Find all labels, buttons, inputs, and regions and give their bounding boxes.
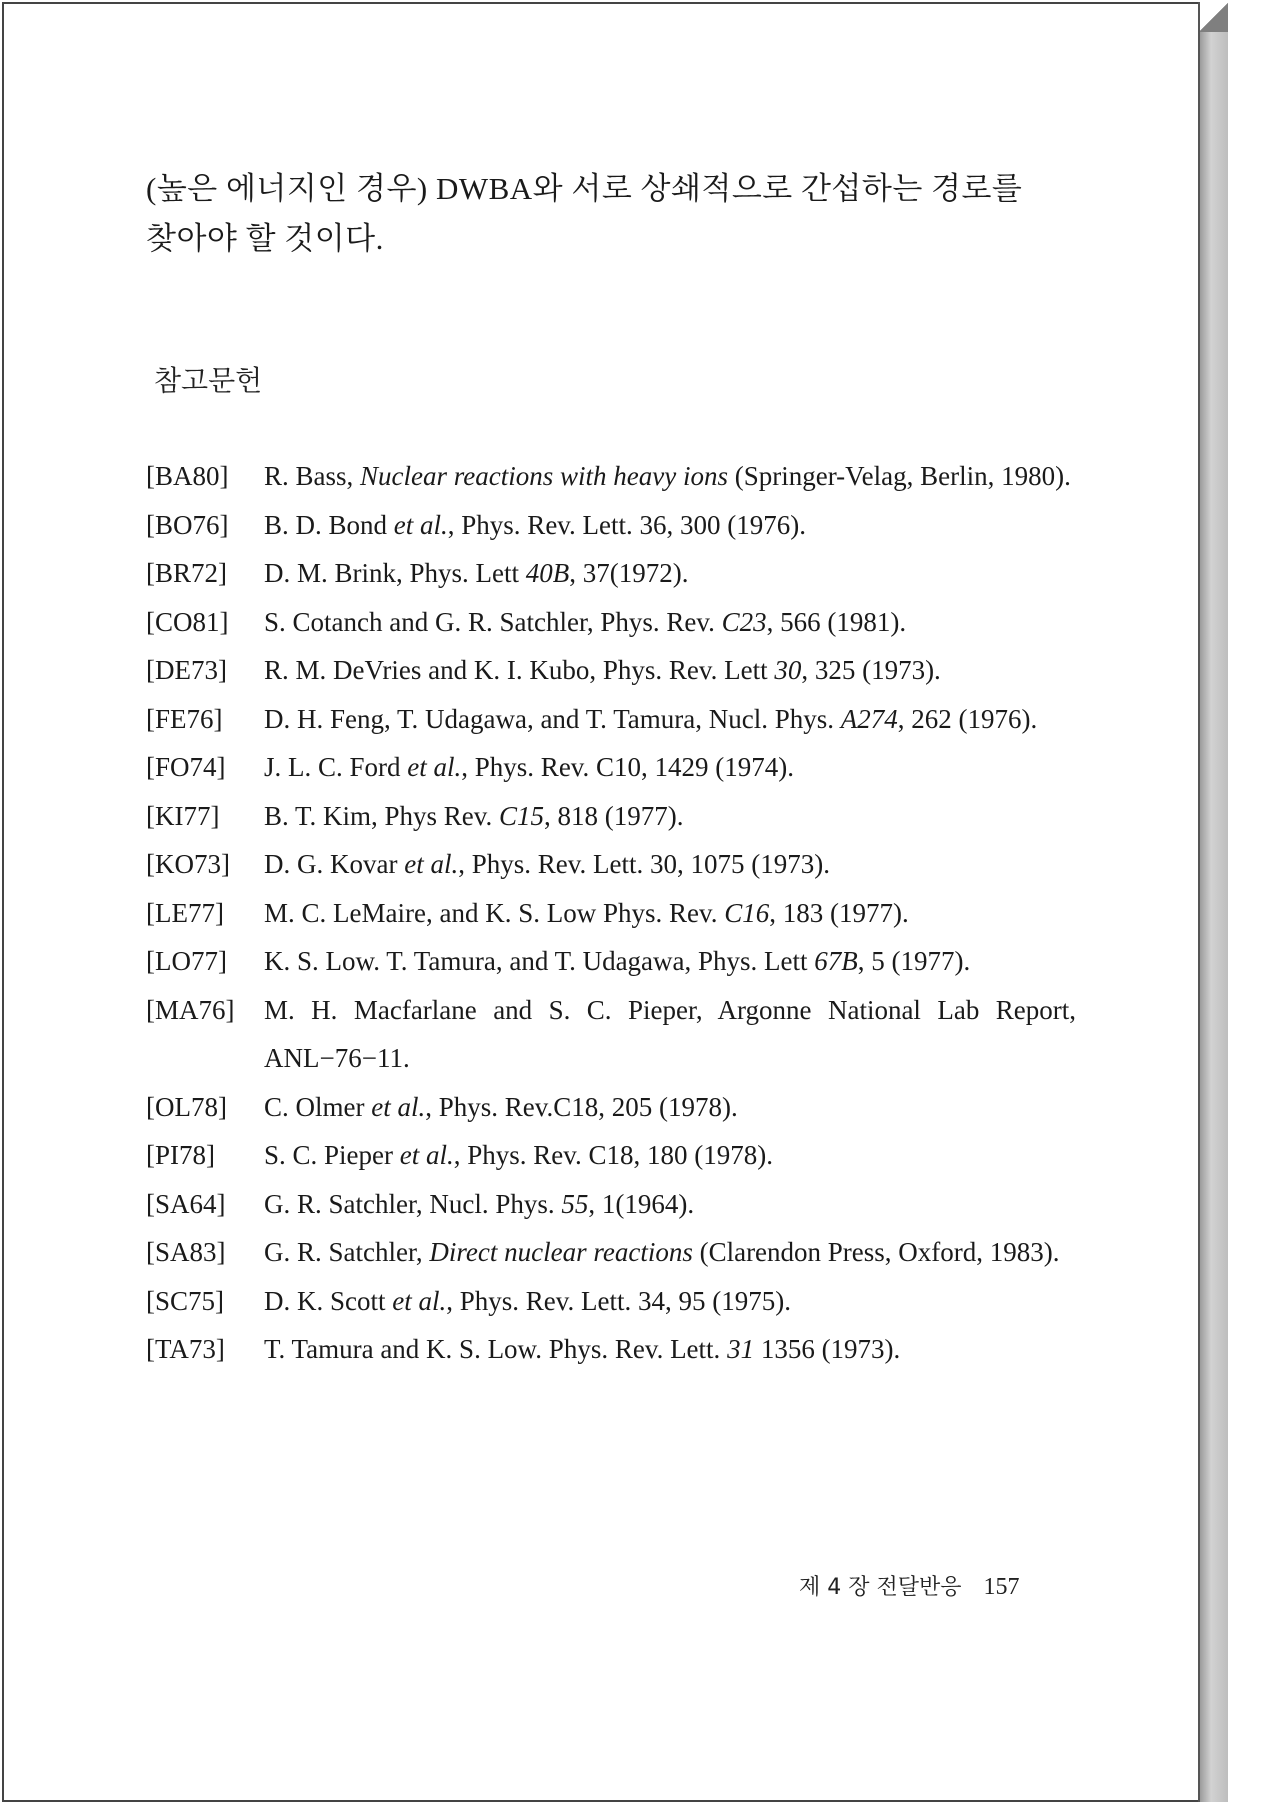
ref-key: [LE77] bbox=[146, 897, 224, 928]
ref-key: [SA64] bbox=[146, 1188, 226, 1219]
ref-key: [FE76] bbox=[146, 703, 223, 734]
reference-ki77 bbox=[146, 792, 1076, 841]
ref-text: J. L. C. Ford et al., Phys. Rev. C10, 1429 (1974). bbox=[264, 752, 795, 782]
reference-ol78 bbox=[146, 1083, 1076, 1132]
ref-key: [LO77] bbox=[146, 946, 227, 976]
ref-text: D. G. Kovar et al., Phys. Rev. Lett. 30, 1075 (1973). bbox=[264, 849, 830, 879]
references-heading: 참고문헌 bbox=[154, 364, 263, 397]
ref-text: R. M. DeVries and K. I. Kubo, Phys. Rev. Lett 30, 325 (1973). bbox=[264, 655, 941, 685]
page-edge-shadow bbox=[1198, 2, 1228, 1802]
ref-key: [BR72] bbox=[146, 558, 227, 588]
reference-de73 bbox=[146, 646, 1076, 695]
ref-key: [PI78] bbox=[146, 1140, 215, 1170]
ref-text: D. H. Feng, T. Udagawa, and T. Tamura, Nucl. Phys. A274, 262 (1976). bbox=[264, 703, 1038, 734]
ref-key: [DE73] bbox=[146, 655, 227, 685]
ref-key: [CO81] bbox=[146, 606, 229, 637]
intro-paragraph: (높은 에너지인 경우) DWBA와 서로 상쇄적으로 간섭하는 경로를 찾아야 할 것이다. bbox=[146, 171, 1023, 256]
ref-text: T. Tamura and K. S. Low. Phys. Rev. Lett. 31 1356 (1973). bbox=[264, 1334, 901, 1364]
ref-key: [KI77] bbox=[146, 800, 220, 831]
ref-key: [MA76] bbox=[146, 994, 235, 1025]
ref-text: D. K. Scott et al., Phys. Rev. Lett. 34, 95 (1975). bbox=[264, 1285, 791, 1316]
reference-pi78 bbox=[146, 1131, 1076, 1180]
ref-key: [BO76] bbox=[146, 509, 229, 540]
ref-text: C. Olmer et al., Phys. Rev.C18, 205 (1978). bbox=[264, 1091, 738, 1122]
reference-bo76 bbox=[146, 501, 1076, 550]
ref-text: K. S. Low. T. Tamura, and T. Udagawa, Phys. Lett 67B, 5 (1977). bbox=[264, 946, 971, 976]
reference-sa64 bbox=[146, 1180, 1076, 1229]
ref-key: [SC75] bbox=[146, 1285, 225, 1316]
ref-text: G. R. Satchler, Direct nuclear reactions (Clarendon Press, Oxford, 1983). bbox=[264, 1237, 1060, 1267]
ref-text: R. Bass, Nuclear reactions with heavy ions (Springer-Velag, Berlin, 1980). bbox=[264, 461, 1071, 491]
ref-text: B. D. Bond et al., Phys. Rev. Lett. 36, 300 (1976). bbox=[264, 509, 807, 540]
ref-text: D. M. Brink, Phys. Lett 40B, 37(1972). bbox=[264, 558, 689, 588]
reference-sa83 bbox=[146, 1228, 1076, 1277]
reference-ta73 bbox=[146, 1325, 1076, 1374]
ref-key: [OL78] bbox=[146, 1091, 227, 1122]
ref-key: [KO73] bbox=[146, 849, 230, 879]
reference-fe76 bbox=[146, 695, 1076, 744]
reference-sc75 bbox=[146, 1277, 1076, 1326]
ref-key: [SA83] bbox=[146, 1237, 226, 1267]
reference-le77 bbox=[146, 889, 1076, 938]
reference-ma76 bbox=[146, 986, 1076, 1083]
ref-text: S. C. Pieper et al., Phys. Rev. C18, 180 (1978). bbox=[264, 1140, 774, 1170]
chapter-title: 제 4 장 전달반응 bbox=[799, 1575, 962, 1600]
ref-text: M. H. Macfarlane and S. C. Pieper, Argonne National Lab Report, ANL−76−11. bbox=[264, 994, 1076, 1073]
reference-co81 bbox=[146, 598, 1076, 647]
ref-key: [FO74] bbox=[146, 752, 226, 782]
reference-lo77 bbox=[146, 937, 1076, 986]
reference-ko73 bbox=[146, 840, 1076, 889]
reference-fo74 bbox=[146, 743, 1076, 792]
reference-list bbox=[146, 452, 1076, 1374]
ref-key: [BA80] bbox=[146, 461, 229, 491]
reference-ba80 bbox=[146, 452, 1076, 501]
ref-key: [TA73] bbox=[146, 1334, 225, 1364]
reference-br72 bbox=[146, 549, 1076, 598]
page-fold-corner bbox=[1200, 2, 1228, 32]
page-footer bbox=[799, 1570, 1020, 1601]
ref-text: B. T. Kim, Phys Rev. C15, 818 (1977). bbox=[264, 800, 684, 831]
book-page bbox=[2, 2, 1200, 1802]
ref-text: M. C. LeMaire, and K. S. Low Phys. Rev. C16, 183 (1977). bbox=[264, 897, 909, 928]
ref-text: G. R. Satchler, Nucl. Phys. 55, 1(1964). bbox=[264, 1188, 695, 1219]
ref-text: S. Cotanch and G. R. Satchler, Phys. Rev. C23, 566 (1981). bbox=[264, 606, 907, 637]
page-number: 157 bbox=[983, 1574, 1020, 1600]
